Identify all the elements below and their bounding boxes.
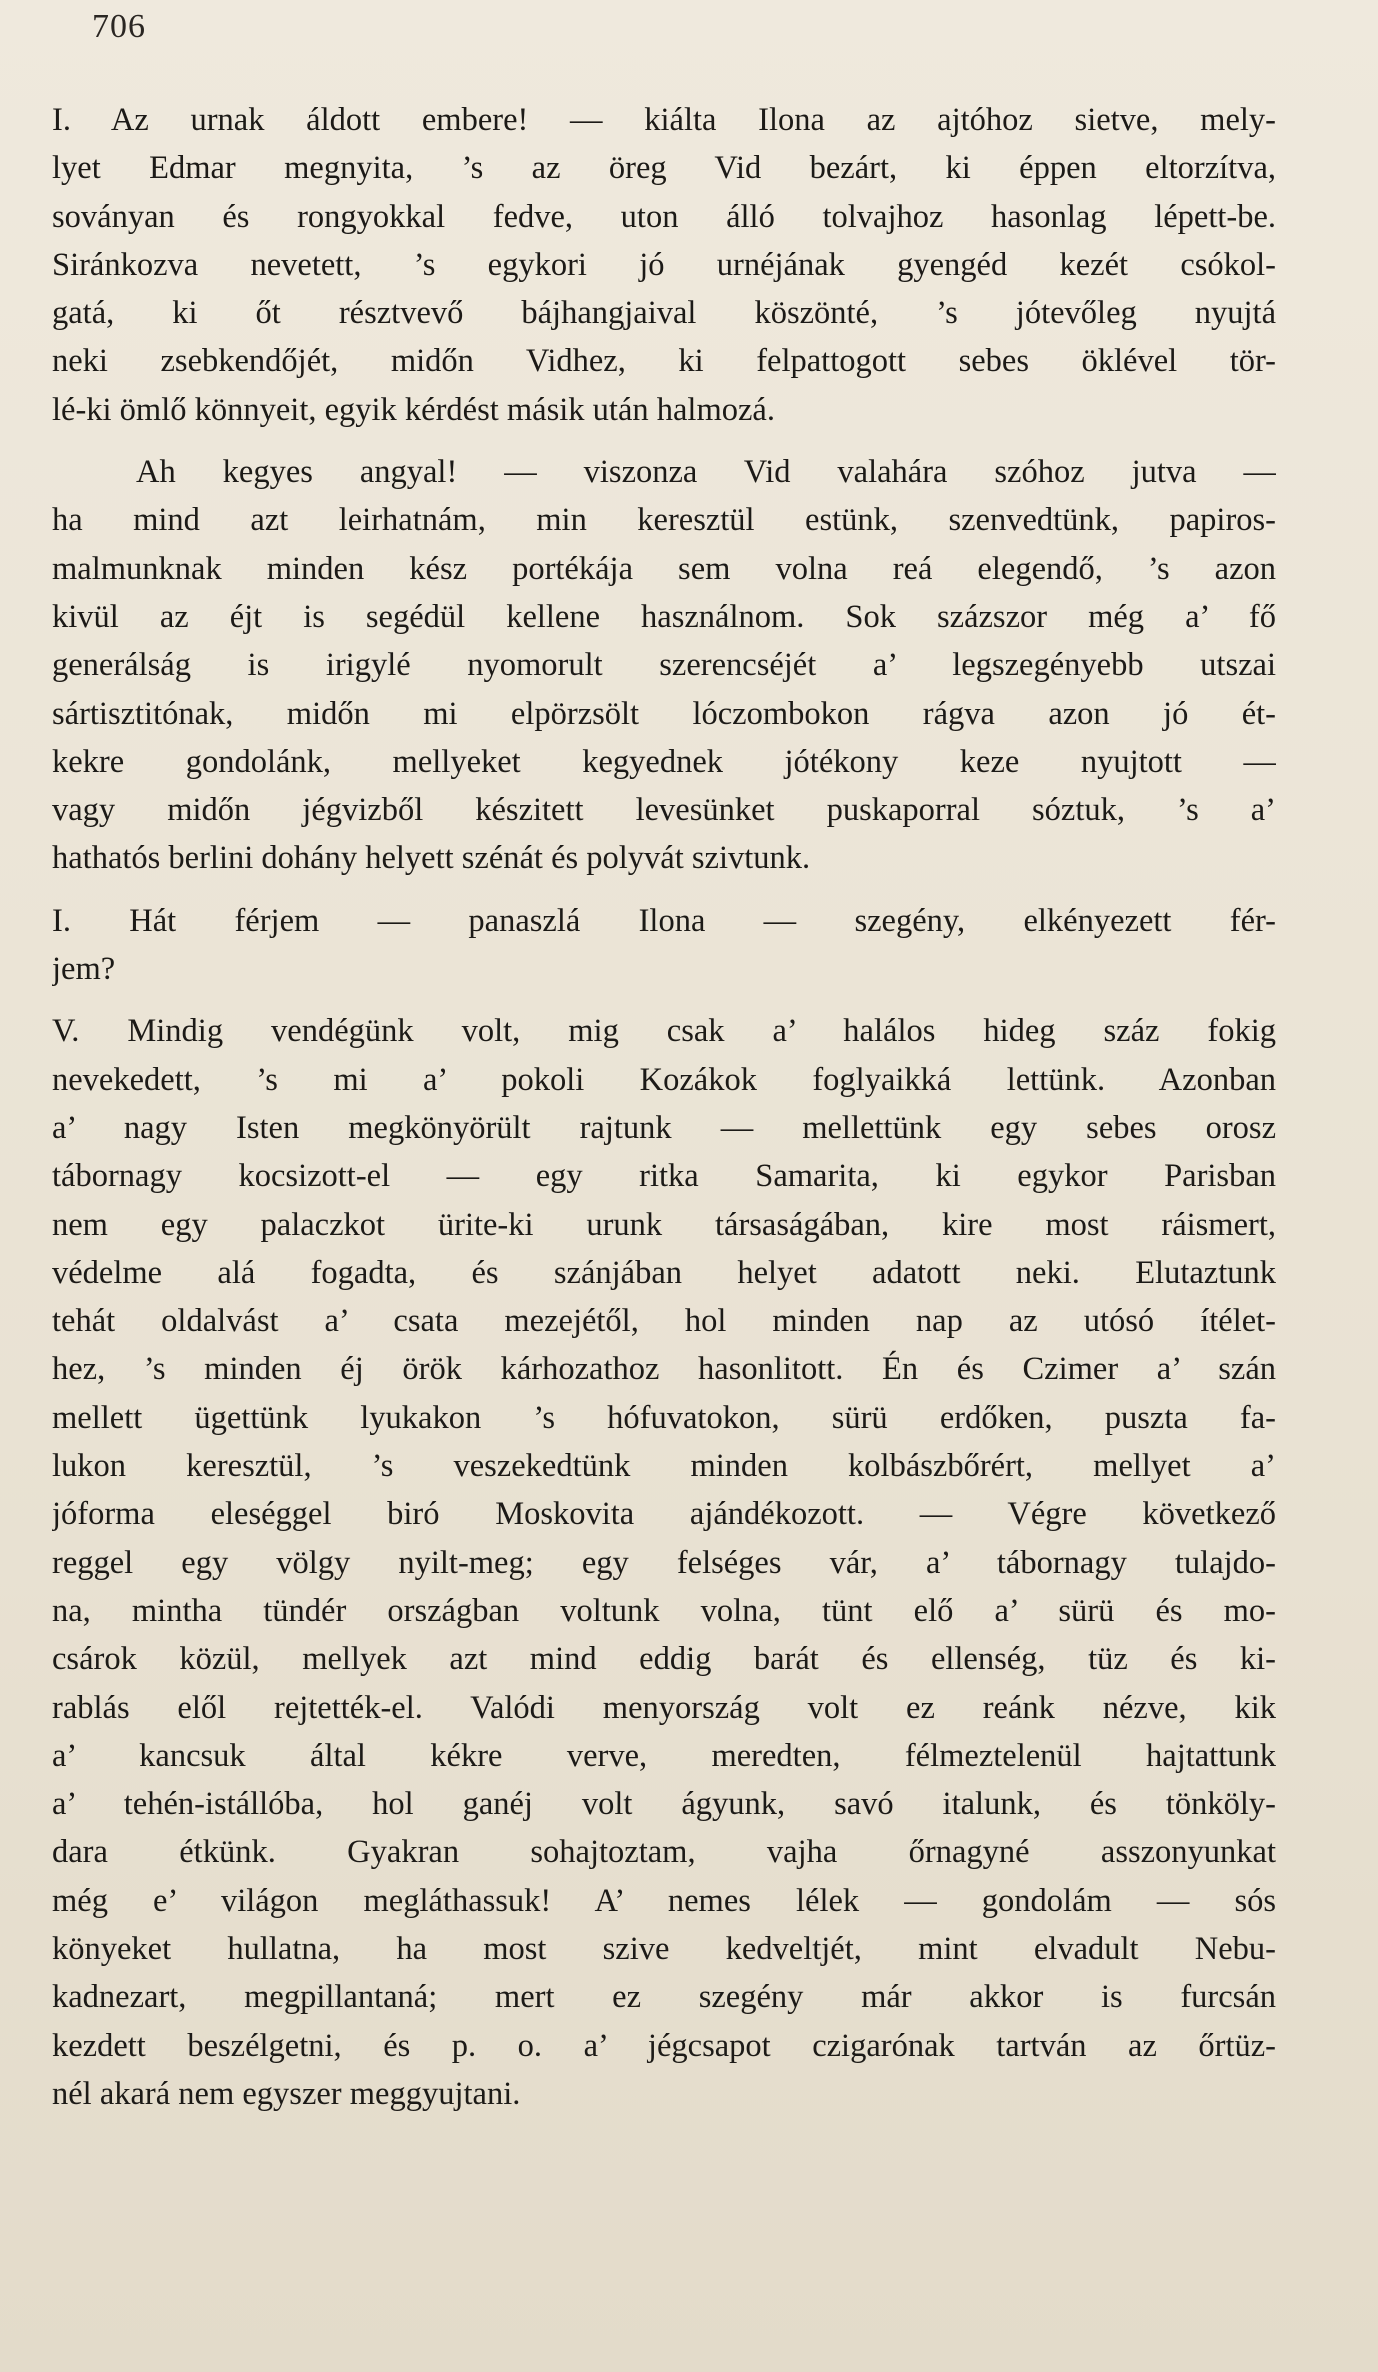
text-line: a’ nagy Isten megkönyörült rajtunk — mellettünk egy sebes orosz	[52, 1109, 1276, 1146]
text-line: kezdett beszélgetni, és p. o. a’ jégcsapot czigarónak tartván az őrtüz-	[52, 2027, 1276, 2064]
text-line: hez, ’s minden éj örök kárhozathoz hasonlitott. Én és Czimer a’ szán	[52, 1351, 1276, 1388]
text-line: ha mind azt leirhatnám, min keresztül estünk, szenvedtünk, papiros-	[52, 502, 1276, 539]
text-line: védelme alá fogadta, és szánjában helyet adatott neki. Elutaztunk	[52, 1254, 1276, 1291]
text-line: rablás elől rejtették-el. Valódi menyország volt ez reánk nézve, kik	[52, 1689, 1276, 1726]
text-line: még e’ világon megláthassuk! A’ nemes lélek — gondolám — sós	[52, 1882, 1276, 1919]
text-line: csárok közül, mellyek azt mind eddig barát és ellenség, tüz és ki-	[52, 1641, 1276, 1678]
text-line: neki zsebkendőjét, midőn Vidhez, ki felpattogott sebes öklével tör-	[52, 343, 1276, 380]
text-line: Siránkozva nevetett, ’s egykori jó urnéjának gyengéd kezét csókol-	[52, 246, 1276, 283]
text-line: mellett ügettünk lyukakon ’s hófuvatokon, sürü erdőken, puszta fa-	[52, 1399, 1276, 1436]
text-line: tábornagy kocsizott-el — egy ritka Samarita, ki egykor Parisban	[52, 1158, 1276, 1195]
text-line: sártisztitónak, midőn mi elpörzsölt lóczombokon rágva azon jó ét-	[52, 695, 1276, 732]
text-line: hathatós berlini dohány helyett szénát és polyvát szivtunk.	[52, 840, 811, 877]
text-line: dara étkünk. Gyakran sohajtoztam, vajha őrnagyné asszonyunkat	[52, 1834, 1276, 1871]
text-line: generálság is irigylé nyomorult szerencséjét a’ legszegényebb utszai	[52, 647, 1276, 684]
text-line: lé-ki ömlő könnyeit, egyik kérdést másik után halmozá.	[52, 391, 775, 428]
text-line: lyet Edmar megnyita, ’s az öreg Vid bezárt, ki éppen eltorzítva,	[52, 150, 1276, 187]
text-line: a’ kancsuk által kékre verve, meredten, félmeztelenül hajtattunk	[52, 1737, 1276, 1774]
paragraph	[52, 897, 1276, 994]
text-line: kadnezart, megpillantaná; mert ez szegény már akkor is furcsán	[52, 1979, 1276, 2016]
text-line: lukon keresztül, ’s veszekedtünk minden kolbászbőrért, mellyet a’	[52, 1448, 1276, 1485]
paragraph	[52, 1007, 1276, 2118]
text-line: tehát oldalvást a’ csata mezejétől, hol minden nap az utósó ítélet-	[52, 1303, 1276, 1340]
text-line: könyeket hullatna, ha most szive kedveltjét, mint elvadult Nebu-	[52, 1930, 1276, 1967]
text-line: nél akará nem egyszer meggyujtani.	[52, 2075, 521, 2112]
text-line: malmunknak minden kész portékája sem volna reá elegendő, ’s azon	[52, 550, 1276, 587]
text-line: gatá, ki őt résztvevő bájhangjaival köszönté, ’s jótevőleg nyujtá	[52, 295, 1276, 332]
text-line: nevekedett, ’s mi a’ pokoli Kozákok foglyaikká lettünk. Azonban	[52, 1061, 1276, 1098]
paragraph	[52, 448, 1276, 883]
text-line: reggel egy völgy nyilt-meg; egy felséges vár, a’ tábornagy tulajdo-	[52, 1544, 1276, 1581]
text-line: I. Hát férjem — panaszlá Ilona — szegény, elkényezett fér-	[52, 902, 1276, 939]
text-line: jóforma eleséggel biró Moskovita ajándékozott. — Végre következő	[52, 1496, 1276, 1533]
page-number: 706	[92, 8, 146, 45]
text-line: vagy midőn jégvizből készitett levesünket puskaporral sóztuk, ’s a’	[52, 792, 1276, 829]
paragraph	[52, 96, 1276, 434]
text-line: kivül az éjt is segédül kellene használnom. Sok százszor még a’ fő	[52, 598, 1276, 635]
text-line: kekre gondolánk, mellyeket kegyednek jótékony keze nyujtott —	[52, 743, 1276, 780]
body-text	[52, 96, 1276, 2118]
text-line: nem egy palaczkot ürite-ki urunk társaságában, kire most ráismert,	[52, 1206, 1276, 1243]
text-line: Ah kegyes angyal! — viszonza Vid valahára szóhoz jutva —	[136, 454, 1276, 491]
text-line: soványan és rongyokkal fedve, uton álló tolvajhoz hasonlag lépett-be.	[52, 198, 1276, 235]
text-line: I. Az urnak áldott embere! — kiálta Ilona az ajtóhoz sietve, mely-	[52, 102, 1276, 138]
text-line: V. Mindig vendégünk volt, mig csak a’ halálos hideg száz fokig	[52, 1013, 1276, 1050]
text-line: na, mintha tündér országban voltunk volna, tünt elő a’ sürü és mo-	[52, 1592, 1276, 1629]
text-line: a’ tehén-istállóba, hol ganéj volt ágyunk, savó italunk, és tönköly-	[52, 1786, 1276, 1823]
text-line: jem?	[52, 951, 116, 988]
